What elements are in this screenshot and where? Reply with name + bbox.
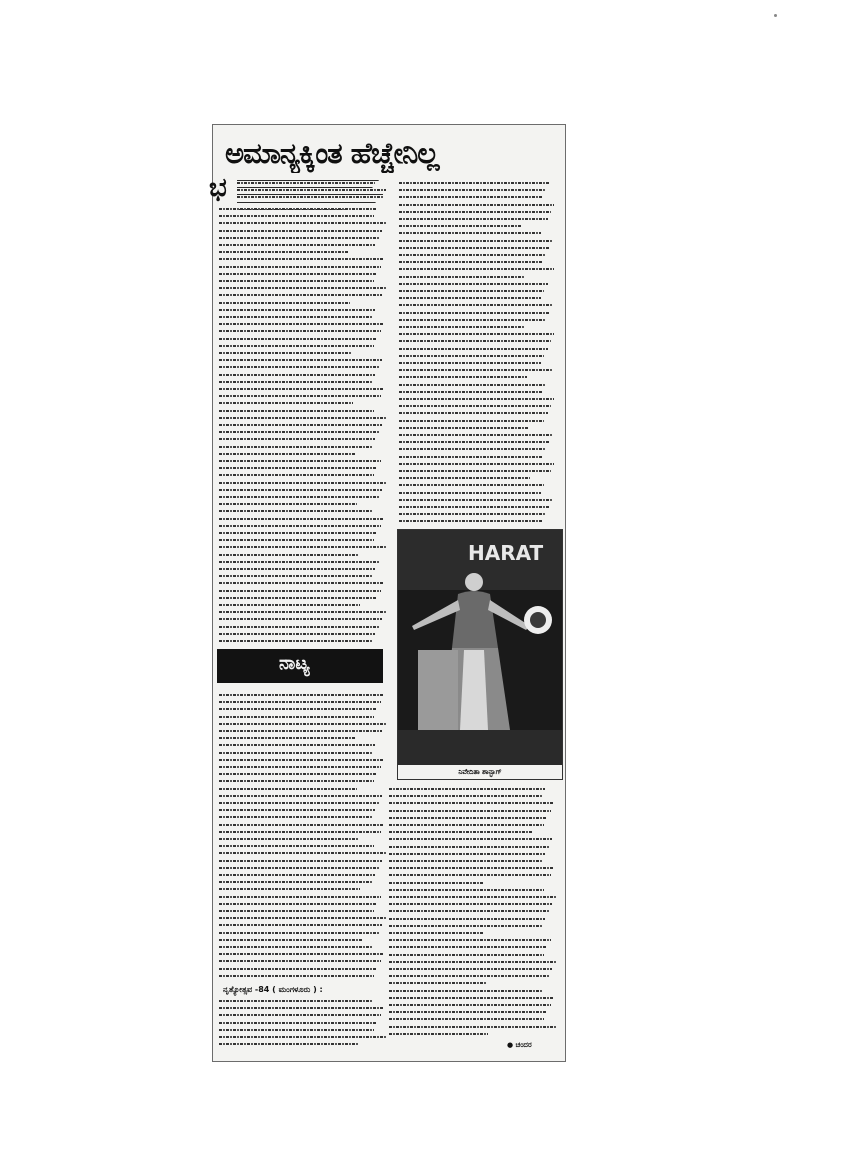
text-line xyxy=(219,410,374,412)
text-line xyxy=(399,384,546,386)
text-line xyxy=(219,467,377,469)
text-line xyxy=(219,640,372,642)
text-line xyxy=(219,881,372,883)
text-line xyxy=(219,932,379,934)
text-line xyxy=(219,867,379,869)
text-line xyxy=(219,366,379,368)
text-line xyxy=(219,294,382,296)
text-line xyxy=(219,975,374,977)
text-line xyxy=(399,513,546,515)
text-line xyxy=(219,860,382,862)
text-line xyxy=(219,845,374,847)
text-line xyxy=(399,297,541,299)
text-line xyxy=(219,251,348,253)
text-line xyxy=(399,463,554,465)
text-line xyxy=(389,817,547,819)
text-line xyxy=(399,355,544,357)
text-line xyxy=(399,189,546,191)
text-line xyxy=(399,247,549,249)
text-line xyxy=(219,723,386,725)
text-line xyxy=(389,810,551,812)
text-line xyxy=(219,568,375,570)
text-line xyxy=(219,474,374,476)
text-line xyxy=(219,708,377,710)
text-line xyxy=(219,222,386,224)
text-line xyxy=(219,590,381,592)
text-line xyxy=(219,1007,384,1009)
text-line xyxy=(219,953,384,955)
text-line xyxy=(389,795,542,797)
text-line xyxy=(399,499,552,501)
text-line xyxy=(219,903,377,905)
text-line xyxy=(219,309,375,311)
section-banner xyxy=(217,649,383,683)
text-line xyxy=(399,434,552,436)
text-line xyxy=(219,766,381,768)
text-line xyxy=(219,316,372,318)
text-line xyxy=(219,852,386,854)
text-line xyxy=(389,918,545,920)
text-line xyxy=(389,932,484,934)
photo-caption: ನಿವೇದಿತಾ ಶಾನ್ಭಾಗ್ xyxy=(397,765,563,780)
text-line xyxy=(219,374,375,376)
text-line xyxy=(389,939,551,941)
text-line xyxy=(399,391,543,393)
text-line xyxy=(399,340,551,342)
text-line xyxy=(389,824,544,826)
text-line xyxy=(237,189,386,191)
text-line xyxy=(219,694,384,696)
text-line xyxy=(389,788,545,790)
headline: ಅಮಾನ್ಯಕ್ಕಿಂತ ಹೆಚ್ಚೇನಿಲ್ಲ xyxy=(225,136,439,170)
text-line xyxy=(219,496,379,498)
text-line xyxy=(399,427,529,429)
text-line xyxy=(237,196,383,198)
text-line xyxy=(237,182,375,184)
text-line xyxy=(219,795,382,797)
text-line xyxy=(219,208,377,210)
text-line xyxy=(399,333,554,335)
text-line xyxy=(399,240,552,242)
text-line xyxy=(389,968,552,970)
text-line xyxy=(219,338,377,340)
text-line xyxy=(219,701,381,703)
text-line xyxy=(389,1011,547,1013)
text-line xyxy=(399,225,522,227)
text-line xyxy=(399,196,543,198)
subheading: ನೃತ್ಯೋತ್ಸವ -84 ( ಮಂಗಳೂರು ) : xyxy=(223,985,323,994)
text-line xyxy=(219,896,381,898)
text-line xyxy=(219,345,374,347)
text-line xyxy=(219,633,375,635)
dancer-photo xyxy=(397,529,563,767)
text-line xyxy=(399,204,554,206)
text-line xyxy=(219,215,374,217)
text-line xyxy=(389,874,551,876)
text-line xyxy=(389,1033,488,1035)
text-line xyxy=(389,975,549,977)
text-line xyxy=(399,218,548,220)
text-line xyxy=(389,903,552,905)
text-line xyxy=(219,788,357,790)
text-line xyxy=(399,484,544,486)
text-line xyxy=(389,961,556,963)
text-line xyxy=(399,405,551,407)
text-line xyxy=(219,752,372,754)
text-line xyxy=(219,503,357,505)
text-line xyxy=(389,802,554,804)
text-line xyxy=(399,398,554,400)
text-line xyxy=(389,831,532,833)
text-line xyxy=(219,802,379,804)
text-line xyxy=(219,273,377,275)
text-line xyxy=(219,352,352,354)
text-line xyxy=(399,326,525,328)
text-line xyxy=(219,388,384,390)
text-line xyxy=(219,1022,377,1024)
text-line xyxy=(219,582,384,584)
text-line xyxy=(219,266,381,268)
text-line xyxy=(219,816,372,818)
text-line xyxy=(219,968,377,970)
text-line xyxy=(399,448,546,450)
text-line xyxy=(219,759,384,761)
text-line xyxy=(389,925,542,927)
text-line xyxy=(219,446,372,448)
text-line xyxy=(399,211,551,213)
text-line xyxy=(399,441,549,443)
text-line xyxy=(219,287,386,289)
text-line xyxy=(389,867,554,869)
text-line xyxy=(389,838,552,840)
text-line xyxy=(389,946,547,948)
text-line xyxy=(219,244,375,246)
text-line xyxy=(219,716,374,718)
newspaper-clipping xyxy=(209,124,566,1062)
text-line xyxy=(219,302,350,304)
text-line xyxy=(219,924,382,926)
text-line xyxy=(219,604,360,606)
text-line xyxy=(219,939,362,941)
text-line xyxy=(219,230,382,232)
text-line xyxy=(219,611,386,613)
text-line xyxy=(389,882,483,884)
scan-speck xyxy=(774,14,777,17)
text-line xyxy=(219,438,375,440)
text-line xyxy=(219,824,384,826)
text-line xyxy=(399,492,541,494)
text-line xyxy=(219,744,375,746)
text-line xyxy=(219,1036,386,1038)
text-line xyxy=(219,838,358,840)
text-line xyxy=(399,319,546,321)
text-line xyxy=(389,853,545,855)
text-line xyxy=(219,402,353,404)
text-line xyxy=(219,831,381,833)
text-line xyxy=(219,258,384,260)
text-line xyxy=(219,323,384,325)
text-line xyxy=(389,982,486,984)
text-line xyxy=(219,910,374,912)
text-line xyxy=(219,510,372,512)
text-line xyxy=(219,381,372,383)
text-line xyxy=(399,182,549,184)
text-line xyxy=(219,554,358,556)
text-line xyxy=(219,489,382,491)
text-line xyxy=(219,561,379,563)
text-line xyxy=(399,290,544,292)
byline: ● ಚಂದರ xyxy=(507,1041,532,1049)
section-heading: ನಾಟ್ಯ xyxy=(279,653,310,674)
text-line xyxy=(389,896,556,898)
text-line xyxy=(219,525,381,527)
text-line xyxy=(399,254,546,256)
text-line xyxy=(219,1043,358,1045)
text-line xyxy=(399,376,527,378)
text-line xyxy=(219,1029,374,1031)
text-line xyxy=(219,482,386,484)
text-line xyxy=(399,412,548,414)
text-line xyxy=(399,232,541,234)
text-line xyxy=(399,283,548,285)
text-line xyxy=(399,470,551,472)
text-line xyxy=(389,1004,551,1006)
text-line xyxy=(399,456,543,458)
text-line xyxy=(219,546,386,548)
text-line xyxy=(219,395,381,397)
text-line xyxy=(399,261,543,263)
text-line xyxy=(399,520,543,522)
text-line xyxy=(219,424,382,426)
text-line xyxy=(389,997,554,999)
text-line xyxy=(399,312,549,314)
text-line xyxy=(219,809,375,811)
text-line xyxy=(219,460,381,462)
text-line xyxy=(219,773,377,775)
text-line xyxy=(219,946,372,948)
text-line xyxy=(219,626,379,628)
text-line xyxy=(219,518,384,520)
text-line xyxy=(219,597,377,599)
text-line xyxy=(399,362,541,364)
text-line xyxy=(399,268,554,270)
text-line xyxy=(389,1026,556,1028)
text-line xyxy=(219,1014,381,1016)
text-line xyxy=(399,304,552,306)
text-line xyxy=(389,954,544,956)
dropcap: ಭ xyxy=(209,173,227,203)
text-line xyxy=(219,888,360,890)
text-line xyxy=(219,532,377,534)
text-line xyxy=(219,730,382,732)
text-line xyxy=(219,1000,372,1002)
text-line xyxy=(219,431,379,433)
text-line xyxy=(219,618,382,620)
text-line xyxy=(219,359,382,361)
photo-banner-text: HARAT xyxy=(468,541,544,565)
text-line xyxy=(219,237,379,239)
text-line xyxy=(219,917,386,919)
text-line xyxy=(389,910,549,912)
text-line xyxy=(389,860,542,862)
text-line xyxy=(399,369,552,371)
text-line xyxy=(399,276,524,278)
text-line xyxy=(219,280,374,282)
text-line xyxy=(219,780,374,782)
text-line xyxy=(219,575,372,577)
text-line xyxy=(389,990,542,992)
text-line xyxy=(389,846,549,848)
text-line xyxy=(219,417,386,419)
text-line xyxy=(219,453,355,455)
text-line xyxy=(399,506,549,508)
text-line xyxy=(219,539,374,541)
text-line xyxy=(219,737,355,739)
text-line xyxy=(219,874,375,876)
text-line xyxy=(389,889,544,891)
text-line xyxy=(399,348,548,350)
text-line xyxy=(219,330,381,332)
text-line xyxy=(399,420,544,422)
text-line xyxy=(399,477,530,479)
text-line xyxy=(219,960,381,962)
text-line xyxy=(389,1018,544,1020)
